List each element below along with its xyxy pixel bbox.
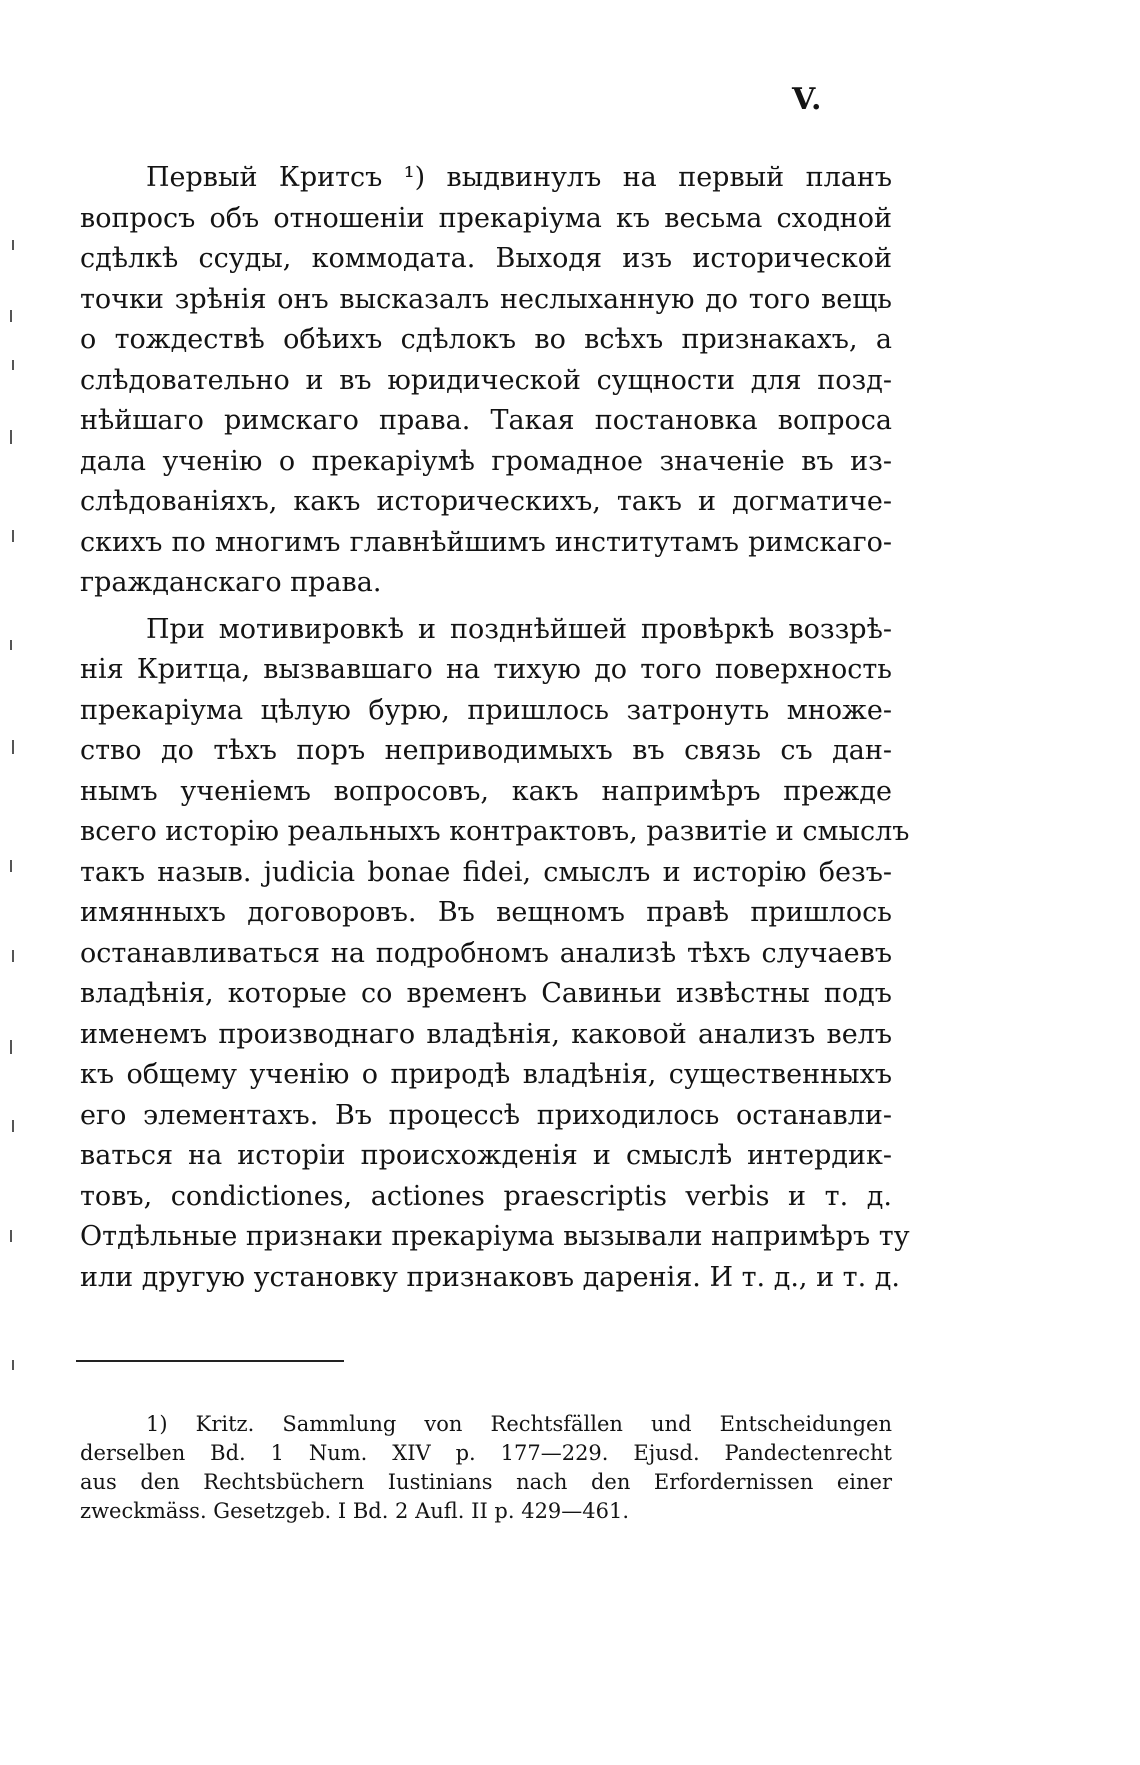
footnote-divider: [76, 1360, 344, 1362]
scan-mark: [12, 240, 14, 250]
scan-mark: [10, 310, 12, 322]
scan-mark: [12, 360, 14, 370]
scan-mark: [10, 1230, 12, 1242]
text-line: сдѣлкѣ ссуды, коммодата. Выходя изъ исторической: [80, 243, 892, 274]
text-line: такъ назыв. judicia bonae fidei, смыслъ и исторію безъ-: [80, 856, 892, 888]
text-line: нѣйшаго римскаго права. Такая постановка вопроса: [80, 405, 892, 436]
body-text: [80, 158, 910, 1298]
text-line: ство до тѣхъ поръ неприводимыхъ въ связь съ дан-: [80, 735, 892, 766]
footnote-line: 1) Kritz. Sammlung von Rechtsfällen und Entscheidungen: [146, 1412, 892, 1436]
scan-mark: [10, 640, 12, 650]
text-line: нымъ ученіемъ вопросовъ, какъ напримѣръ прежде: [80, 775, 892, 807]
text-line: именемъ производнаго владѣнія, каковой анализъ велъ: [80, 1018, 892, 1050]
page-number: V.: [792, 82, 823, 117]
text-line: его элементахъ. Въ процессѣ приходилось останавли-: [80, 1099, 892, 1131]
text-line: или другую установку признаковъ даренія. И т. д., и т. д.: [80, 1261, 900, 1293]
scan-mark: [10, 860, 12, 872]
scan-mark: [12, 530, 14, 542]
text-line: При мотивировкѣ и позднѣйшей провѣркѣ воззрѣ-: [146, 613, 892, 645]
footnote-line: aus den Rechtsbüchern Iustinians nach den Erfordernissen einer: [80, 1470, 892, 1494]
scan-mark: [12, 950, 14, 962]
text-line: вопросъ объ отношеніи прекаріума къ весьма сходной: [80, 202, 892, 234]
scan-mark: [10, 430, 12, 444]
text-line: ваться на исторіи происхожденія и смыслѣ интердик-: [80, 1140, 892, 1171]
text-line: Первый Критсъ ¹) выдвинулъ на первый планъ: [146, 162, 892, 193]
text-line: скихъ по многимъ главнѣйшимъ институтамъ римскаго-: [80, 526, 892, 558]
scan-mark: [12, 1360, 14, 1370]
paragraph-1: [80, 158, 892, 604]
text-line: къ общему ученію о природѣ владѣнія, существенныхъ: [80, 1059, 892, 1090]
text-line: точки зрѣнія онъ высказалъ неслыханную до того вещь: [80, 283, 892, 315]
text-line: всего исторію реальныхъ контрактовъ, развитіе и смыслъ: [80, 816, 910, 847]
scan-margin-marks: [0, 220, 30, 1400]
text-line: Отдѣльные признаки прекаріума вызывали напримѣръ ту: [80, 1221, 910, 1252]
text-line: гражданскаго права.: [80, 567, 382, 598]
text-line: прекаріума цѣлую бурю, пришлось затронуть множе-: [80, 694, 892, 726]
text-line: имянныхъ договоровъ. Въ вещномъ правѣ пришлось: [80, 897, 892, 928]
text-line: товъ, condictiones, actiones praescriptis verbis и т. д.: [80, 1180, 892, 1212]
footnote: [80, 1410, 892, 1526]
text-line: нія Критца, вызвавшаго на тихую до того поверхность: [80, 654, 892, 685]
text-line: слѣдовательно и въ юридической сущности для позд-: [80, 364, 892, 396]
scan-mark: [10, 1040, 12, 1054]
paragraph-2: [80, 610, 910, 1299]
footnote-line: derselben Bd. 1 Num. XIV p. 177—229. Ejusd. Pandectenrecht: [80, 1441, 892, 1465]
text-line: слѣдованіяхъ, какъ историческихъ, такъ и догматиче-: [80, 486, 892, 517]
text-line: владѣнія, которые со временъ Савиньи извѣстны подъ: [80, 978, 892, 1009]
footnote-line: zweckmäss. Gesetzgeb. I Bd. 2 Aufl. II p. 429—461.: [80, 1499, 630, 1523]
text-line: останавливаться на подробномъ анализѣ тѣхъ случаевъ: [80, 937, 892, 969]
scan-mark: [12, 740, 14, 754]
scan-mark: [12, 1120, 14, 1132]
text-line: дала ученію о прекаріумѣ громадное значеніе въ из-: [80, 445, 892, 477]
text-line: о тождествѣ обѣихъ сдѣлокъ во всѣхъ признакахъ, а: [80, 324, 892, 355]
